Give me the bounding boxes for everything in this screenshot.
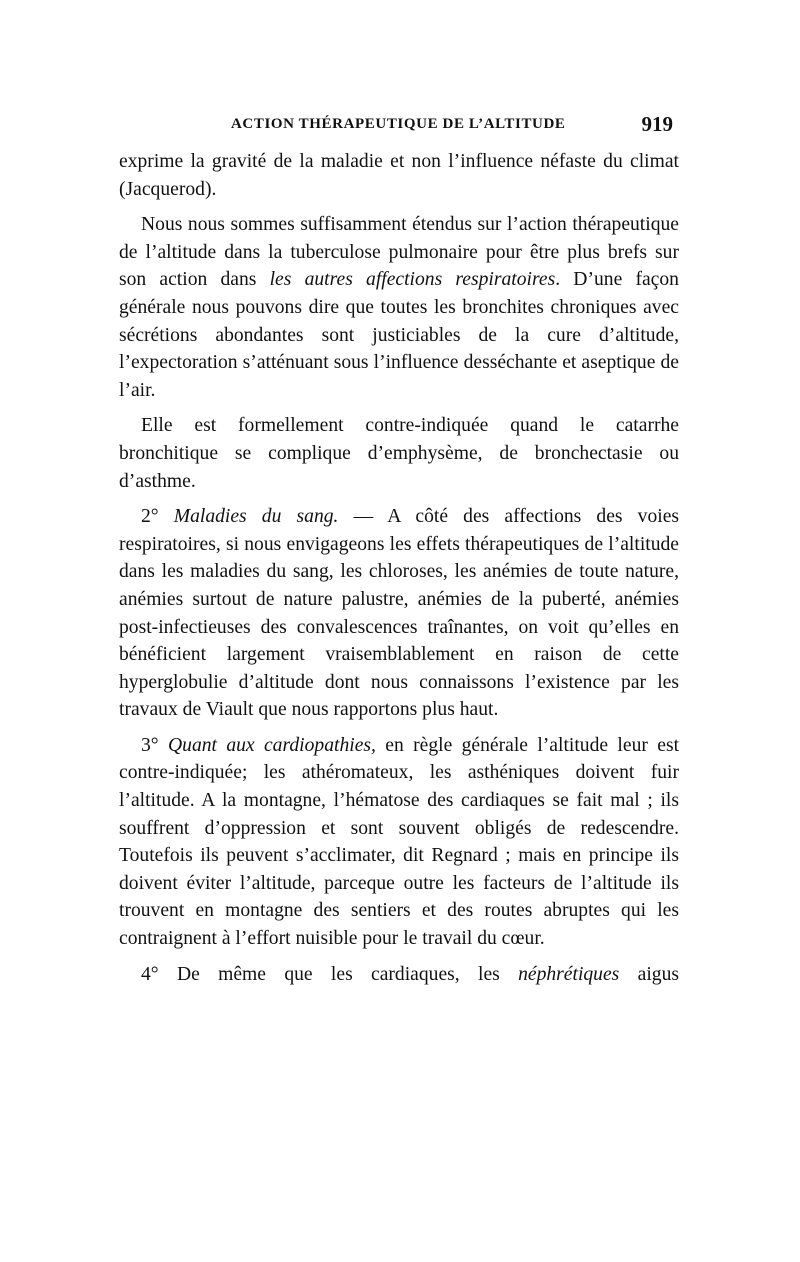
paragraph-4-italic: Maladies du sang. [173, 506, 339, 528]
paragraph-1 [119, 148, 679, 203]
page-number: 919 [641, 112, 673, 136]
body-text [119, 148, 679, 988]
paragraph-2-italic: les autres affections respiratoires [269, 269, 556, 291]
paragraph-3 [119, 412, 679, 495]
paragraph-5 [119, 732, 679, 953]
paragraph-1-text: exprime la gravité de la maladie et non l’influence néfaste du climat (Jacquerod). [119, 151, 679, 200]
running-head [119, 112, 679, 142]
paragraph-4-text-end: — A côté des affections des voies respiratoires, si nous envigageons les effets thérapeutiques de l’altitude dans les maladies du sang, les chloroses, les anémies de toute nature, anémies surtout de nature palustre, anémies de la puberté, anémies post-infectieuses des convalescences traînantes, on voit qu’elles en bénéficient largement vraisemblablement en raison de cette hyperglobulie d’altitude dont nous connaissons l’existence par les travaux de Viault que nous rapportons plus haut. [119, 506, 680, 721]
paragraph-6-text-end: aigus [619, 963, 679, 985]
paragraph-5-text-end: en règle générale l’altitude leur est contre-indiquée; les athéromateux, les asthéniques doivent fuir l’altitude. A la montagne, l’hématose des cardiaques se fait mal ; ils souffrent d’oppression et sont souvent obligés de redescendre. Toutefois ils peuvent s’acclimater, dit Regnard ; mais en principe ils doivent éviter l’altitude, parceque outre les facteurs de l’altitude ils trouvent en montagne des sentiers et des routes abruptes qui les contraignent à l’effort nuisible pour le travail du cœur. [119, 734, 680, 950]
paragraph-3-text: Elle est formellement contre-indiquée quand le catarrhe bronchitique se complique d’emphysème, de bronchectasie ou d’asthme. [119, 415, 679, 492]
paragraph-6-italic: néphrétiques [518, 963, 620, 985]
paragraph-4-text-start: 2° [141, 506, 174, 528]
paragraph-4 [119, 503, 679, 724]
paragraph-6 [119, 961, 679, 989]
paragraph-2-text-start: Nous nous sommes suffisamment étendus sur l’action thérapeutique de l’altitude dans la tuberculose pulmonaire pour être plus brefs sur son action dans [119, 214, 679, 291]
paragraph-2-text-end: . D’une façon générale nous pouvons dire que toutes les bronchites chroniques avec sécrétions abondantes sont justiciables de la cure d’altitude, l’expectoration s’atténuant sous l’influence desséchante et aseptique de l’air. [119, 269, 679, 401]
book-page [119, 112, 679, 996]
paragraph-5-italic: Quant aux cardiopathies, [168, 734, 376, 756]
paragraph-5-text-start: 3° [141, 734, 168, 756]
paragraph-2 [119, 211, 679, 404]
running-title: ACTION THÉRAPEUTIQUE DE L’ALTITUDE [231, 116, 566, 132]
paragraph-6-text-start: 4° De même que les cardiaques, les [141, 963, 519, 985]
